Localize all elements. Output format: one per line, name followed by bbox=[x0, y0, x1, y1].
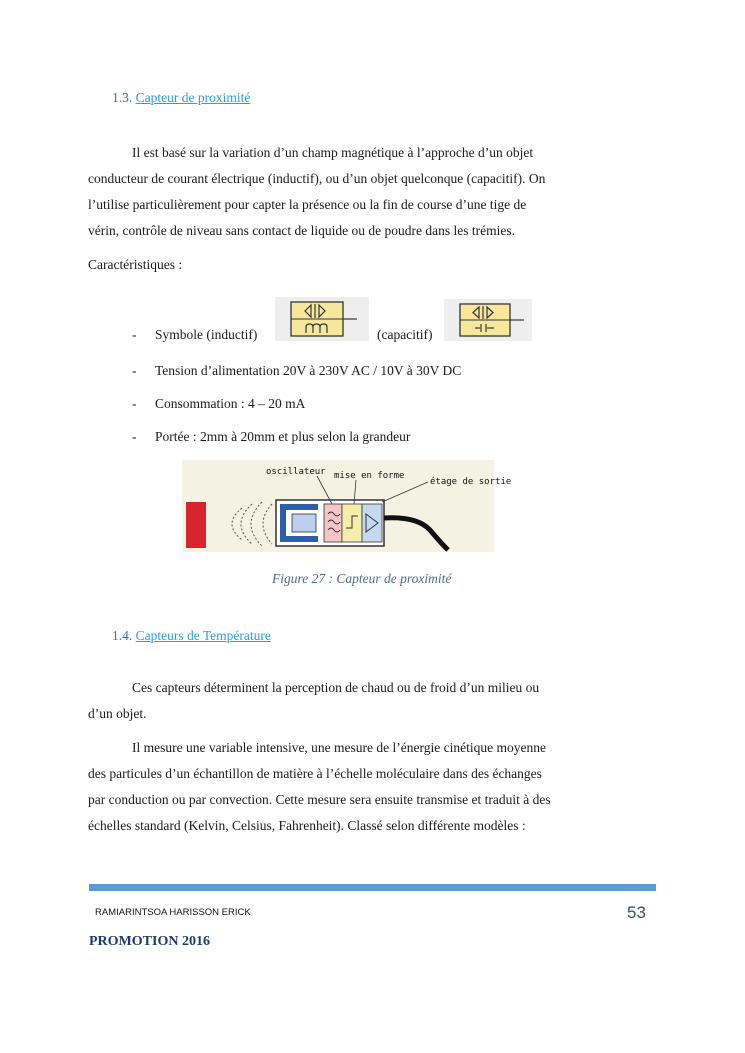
paragraph-line: des particules d’un échantillon de matière à l’échelle moléculaire dans des échanges bbox=[88, 766, 542, 781]
symbol-inductive-label: Symbole (inductif) bbox=[155, 327, 258, 342]
footer-rule bbox=[89, 884, 656, 891]
footer-promotion: PROMOTION 2016 bbox=[89, 934, 210, 949]
paragraph-line: conducteur de courant électrique (inductif), ou d’un objet quelconque (capacitif). On bbox=[88, 171, 546, 186]
paragraph-line: d’un objet. bbox=[88, 706, 147, 721]
section-1-4-heading bbox=[112, 628, 271, 644]
capacitive-symbol-icon bbox=[444, 299, 532, 341]
bullet-text: Portée : 2mm à 20mm et plus selon la grandeur bbox=[155, 429, 411, 444]
footer-author: RAMIARINTSOA HARISSON ERICK bbox=[95, 907, 251, 918]
symbol-capacitive-label: (capacitif) bbox=[377, 327, 433, 342]
section-1-3-title[interactable]: Capteur de proximité bbox=[135, 90, 251, 105]
label-shaping: mise en forme bbox=[334, 471, 405, 481]
label-oscillator: oscillateur bbox=[266, 467, 326, 477]
section-1-3-number: 1.3. bbox=[112, 90, 133, 105]
paragraph-line: Il mesure une variable intensive, une mesure de l’énergie cinétique moyenne bbox=[132, 740, 546, 755]
output-stage-block bbox=[362, 504, 382, 542]
proximity-sensor-diagram bbox=[182, 460, 512, 552]
paragraph-line: échelles standard (Kelvin, Celsius, Fahrenheit). Classé selon différente modèles : bbox=[88, 818, 526, 833]
bullet-dash: - bbox=[132, 363, 137, 378]
bullet-text: Tension d’alimentation 20V à 230V AC / 10V à 30V DC bbox=[155, 363, 462, 378]
page-number: 53 bbox=[627, 903, 646, 922]
section-1-3-paragraph bbox=[88, 140, 628, 244]
bullet-dash: - bbox=[132, 327, 137, 342]
paragraph-line: vérin, contrôle de niveau sans contact de liquide ou de poudre dans les trémies. bbox=[88, 223, 515, 238]
figure-caption: Figure 27 : Capteur de proximité bbox=[272, 571, 452, 586]
bullet-text: Consommation : 4 – 20 mA bbox=[155, 396, 306, 411]
section-1-4-paragraph-2 bbox=[88, 735, 648, 839]
inductive-symbol-icon bbox=[275, 297, 369, 341]
paragraph-line: par conduction ou par convection. Cette mesure sera ensuite transmise et traduit à des bbox=[88, 792, 551, 807]
characteristics-label: Caractéristiques : bbox=[88, 257, 183, 272]
coil-winding bbox=[292, 514, 316, 532]
bullet-voltage bbox=[132, 363, 552, 383]
paragraph-line: l’utilise particulièrement pour capter la présence ou la fin de course d’une tige de bbox=[88, 197, 527, 212]
bullet-dash: - bbox=[132, 396, 137, 411]
label-output-stage: étage de sortie bbox=[430, 477, 512, 487]
paragraph-line: Il est basé sur la variation d’un champ magnétique à l’approche d’un objet bbox=[132, 145, 534, 160]
section-1-4-number: 1.4. bbox=[112, 628, 133, 643]
paragraph-line: Ces capteurs déterminent la perception de chaud ou de froid d’un milieu ou bbox=[132, 680, 540, 695]
bullet-consumption bbox=[132, 396, 552, 416]
section-1-4-title[interactable]: Capteurs de Température bbox=[135, 628, 271, 643]
target-object bbox=[186, 502, 206, 548]
section-1-4-paragraph-1 bbox=[88, 675, 628, 727]
section-1-3-heading bbox=[112, 90, 250, 106]
bullet-range bbox=[132, 429, 552, 449]
bullet-dash: - bbox=[132, 429, 137, 444]
